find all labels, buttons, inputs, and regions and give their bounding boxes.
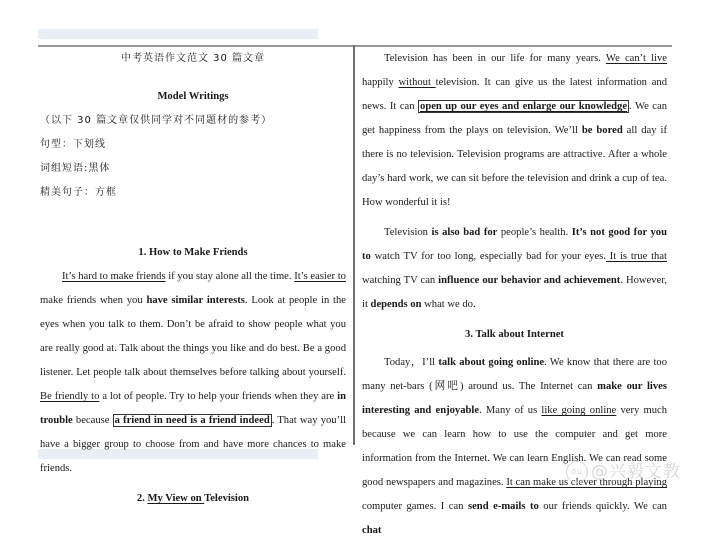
text: if you stay alone all the time. (165, 271, 295, 282)
text: a lot of people. Try to help your friends when they are (99, 391, 338, 402)
legend-underline: 句型：下划线 (40, 139, 106, 150)
text: people’s health. (497, 227, 572, 238)
section-2-paragraph-1 (362, 47, 667, 215)
document-title: 中考英语作文范文 30 篇文章 (120, 53, 266, 64)
featured-sentence: open up our eyes and enlarge our knowledge (420, 101, 628, 112)
text: because (72, 415, 113, 426)
text: make friends when you (40, 295, 147, 306)
text: . We can get happiness from the plays on television. We’ll (362, 101, 667, 136)
sentence-pattern: It’s hard to make friends (62, 271, 166, 282)
sentence-pattern: It can make us clever through playing (506, 477, 668, 488)
section-2-paragraph-2 (362, 221, 667, 317)
phrase: have similar interests (146, 295, 245, 306)
text: . That way you’ll have a bigger group to choose from and have more chances to make friends. (40, 415, 347, 474)
text: our friends quickly. We can (538, 501, 667, 512)
phrase: depends on (370, 299, 422, 310)
section-3-paragraph (362, 351, 667, 543)
phrase: chat (362, 525, 382, 536)
section-2-title (40, 487, 346, 511)
sentence-pattern: My View on (147, 493, 205, 504)
baidu-paw-icon: du (566, 461, 588, 483)
phrase: It’s not good for you to (362, 227, 667, 262)
text: . However, it (362, 275, 667, 310)
phrase: send e-mails to (467, 501, 539, 512)
phrase: be bored (581, 125, 623, 136)
legend-box: 精美句子：方框 (40, 187, 117, 198)
sentence-pattern: like going online (541, 405, 617, 416)
phrase: talk about going online (438, 357, 545, 368)
featured-sentence: a friend in need is a friend indeed (114, 415, 270, 426)
legend-bold: 词组短语:黑体 (40, 163, 111, 174)
text: Television (204, 493, 250, 504)
text: Television (384, 227, 432, 238)
phrase: is also bad for (431, 227, 498, 238)
phrase: in trouble (40, 391, 346, 426)
text: television. It can give us the latest information and news. It can (362, 77, 667, 112)
usage-note: （以下 30 篇文章仅供同学对不同题材的参考） (40, 115, 273, 126)
text: . Look at people in the eyes when you talk to them. Don’t be afraid to show people what you are really good at. Talk about the things you like and do best. Be a good listener. Let people talk about themselves before talking about yourself. (40, 295, 347, 378)
text: . Many of us (479, 405, 542, 416)
left-column (40, 47, 346, 511)
subtitle: Model Writings (157, 91, 229, 102)
header-band (38, 29, 318, 39)
sentence-pattern: We can’t live (605, 53, 668, 64)
sentence-pattern: It’s easier to (294, 271, 346, 282)
watermark-text: @兴毅文教 (591, 462, 681, 482)
text: watching TV can (362, 275, 439, 286)
text: what we do. (421, 299, 476, 310)
phrase: make our lives interesting and enjoyable (362, 381, 667, 416)
section-3-title: 3. Talk about Internet (465, 329, 564, 340)
column-divider (353, 45, 355, 445)
text: Today，I’ll (384, 357, 439, 368)
text: watch TV for too long, especially bad for your eyes. (370, 251, 606, 262)
text: 2. (136, 493, 148, 504)
text: happily (362, 77, 399, 88)
sentence-pattern: without (398, 77, 436, 88)
sentence-pattern: It is true that (605, 251, 667, 262)
text: Television has been in our life for many years. (384, 53, 606, 64)
text: computer games. I can (362, 501, 468, 512)
section-1-title: 1. How to Make Friends (138, 247, 248, 258)
section-1-paragraph (40, 265, 346, 481)
text: very much because we can learn how to use the computer and get more information from the Internet. We can learn English. We can read some good newspapers and magazines. (362, 405, 667, 488)
text: all day if there is no television. Television programs are attractive. After a whole day’s hard work, we can sit before the television and drink a cup of tea. How wonderful it is! (362, 125, 667, 208)
phrase: influence our behavior and achievement (438, 275, 621, 286)
text: . We know that there are too many net-bars (网吧) around us. The Internet can (362, 357, 667, 392)
watermark (566, 457, 681, 483)
sentence-pattern: Be friendly to (40, 391, 100, 402)
